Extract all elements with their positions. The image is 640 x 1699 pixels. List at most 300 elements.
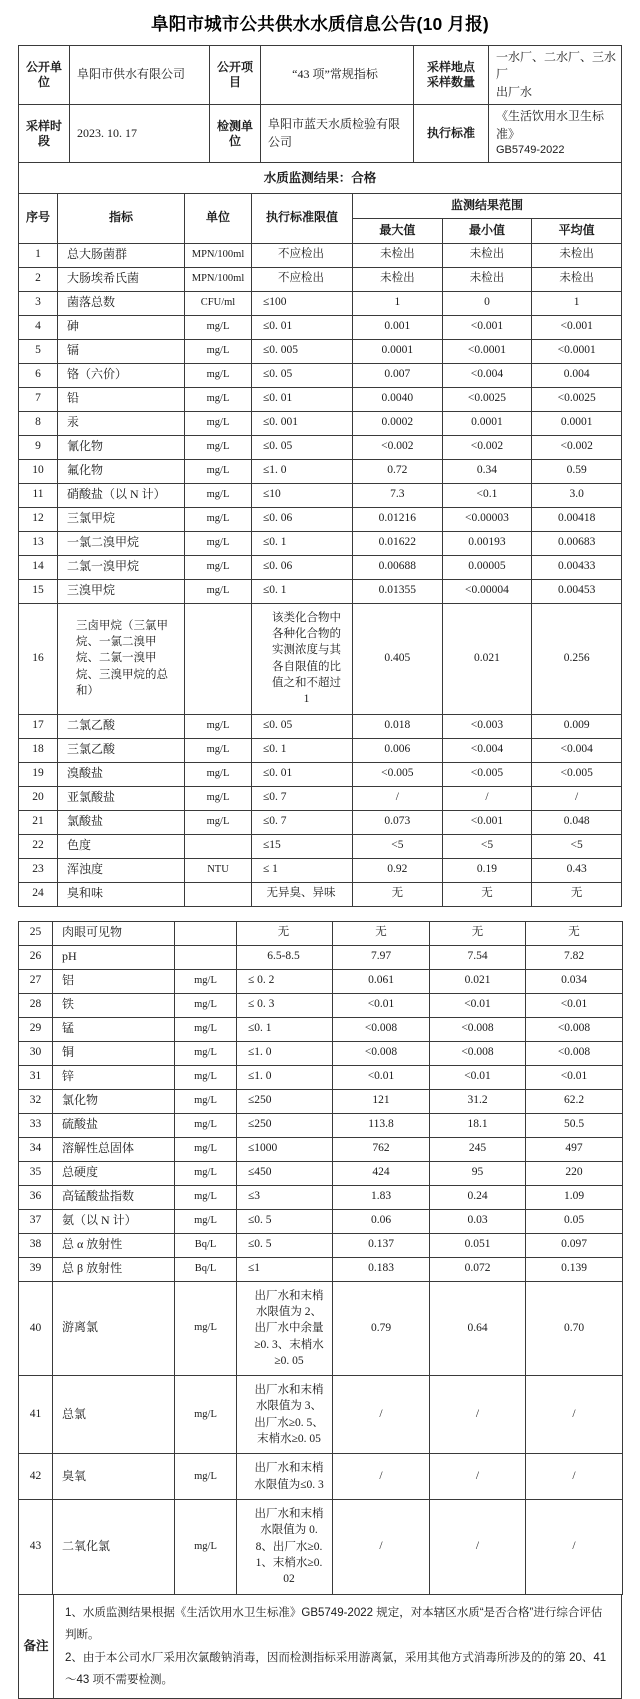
cell-min: 0.00193	[442, 531, 532, 555]
cell-indicator: 二氯一溴甲烷	[58, 555, 185, 579]
cell-unit: mg/L	[185, 555, 252, 579]
cell-max: 0.006	[353, 738, 443, 762]
info-label-sample-period: 采样时段	[19, 105, 70, 163]
cell-no: 14	[19, 555, 58, 579]
cell-avg: 1	[532, 291, 622, 315]
table-row	[19, 1257, 623, 1281]
water-quality-table-part1	[18, 193, 622, 907]
table-row	[19, 339, 622, 363]
cell-indicator: 三氯甲烷	[58, 507, 185, 531]
cell-min: 0.64	[430, 1281, 526, 1376]
cell-no: 31	[19, 1065, 53, 1089]
cell-min: <0.008	[430, 1041, 526, 1065]
cell-min: 未检出	[442, 243, 532, 267]
cell-max: 0.01355	[353, 579, 443, 603]
cell-avg: 3.0	[532, 483, 622, 507]
cell-no: 1	[19, 243, 58, 267]
cell-indicator: 铅	[58, 387, 185, 411]
cell-min: /	[430, 1500, 526, 1595]
cell-indicator: 总 α 放射性	[53, 1233, 175, 1257]
cell-indicator: 铬（六价）	[58, 363, 185, 387]
cell-max: 0.92	[353, 858, 443, 882]
cell-min: <0.1	[442, 483, 532, 507]
cell-no: 38	[19, 1233, 53, 1257]
cell-max: <5	[353, 834, 443, 858]
cell-max: 0.0040	[353, 387, 443, 411]
page-title: 阜阳市城市公共供水水质信息公告(10 月报)	[151, 14, 489, 34]
cell-max: 0.72	[353, 459, 443, 483]
cell-limit	[237, 1376, 333, 1454]
cell-limit	[237, 1500, 333, 1595]
table-row	[19, 531, 622, 555]
cell-avg: /	[526, 1454, 623, 1500]
cell-avg: 50.5	[526, 1113, 623, 1137]
cell-unit: mg/L	[175, 1454, 237, 1500]
table-row	[19, 387, 622, 411]
cell-limit	[237, 1281, 333, 1376]
cell-unit	[175, 921, 237, 945]
cell-min: 18.1	[430, 1113, 526, 1137]
cell-limit: ≤0. 05	[252, 714, 353, 738]
table-row	[19, 810, 622, 834]
cell-indicator: 锰	[53, 1017, 175, 1041]
table-row	[19, 786, 622, 810]
cell-no: 2	[19, 267, 58, 291]
table-row	[19, 738, 622, 762]
cell-min: <0.01	[430, 993, 526, 1017]
cell-no: 4	[19, 315, 58, 339]
header-unit: 单位	[185, 193, 252, 243]
cell-indicator: 总硬度	[53, 1161, 175, 1185]
cell-no: 6	[19, 363, 58, 387]
cell-unit: mg/L	[185, 483, 252, 507]
cell-no: 17	[19, 714, 58, 738]
cell-unit: mg/L	[175, 1089, 237, 1113]
cell-limit: ≤1	[237, 1257, 333, 1281]
cell-limit: ≤0. 005	[252, 339, 353, 363]
cell-indicator: 大肠埃希氏菌	[58, 267, 185, 291]
table-header	[19, 193, 622, 243]
cell-limit	[237, 1454, 333, 1500]
cell-no: 23	[19, 858, 58, 882]
overall-result-row	[19, 162, 622, 193]
info-label-sample-count-line2: 采样数量	[426, 75, 475, 90]
cell-no: 41	[19, 1376, 53, 1454]
cell-indicator: 溴酸盐	[58, 762, 185, 786]
cell-min: <0.002	[442, 435, 532, 459]
cell-unit	[185, 603, 252, 714]
cell-max: 0.79	[333, 1281, 430, 1376]
cell-max: 0.0001	[353, 339, 443, 363]
cell-avg: 0.034	[526, 969, 623, 993]
cell-unit: mg/L	[185, 762, 252, 786]
table-row	[19, 1065, 623, 1089]
table-row	[19, 435, 622, 459]
info-value-sample-site	[489, 46, 622, 105]
cell-limit: ≤1000	[237, 1137, 333, 1161]
cell-max: /	[333, 1454, 430, 1500]
cell-avg: 62.2	[526, 1089, 623, 1113]
cell-max: 0.405	[353, 603, 443, 714]
cell-unit: mg/L	[185, 363, 252, 387]
table-row	[19, 1089, 623, 1113]
cell-avg: 0.0001	[532, 411, 622, 435]
cell-limit: ≤0. 7	[252, 786, 353, 810]
table-row	[19, 603, 622, 714]
cell-indicator: 铝	[53, 969, 175, 993]
table-row	[19, 363, 622, 387]
report-info-table	[18, 45, 622, 194]
cell-min: /	[430, 1376, 526, 1454]
cell-unit: mg/L	[185, 387, 252, 411]
cell-max: 0.007	[353, 363, 443, 387]
cell-no: 18	[19, 738, 58, 762]
cell-indicator: 三氯乙酸	[58, 738, 185, 762]
cell-avg: 0.70	[526, 1281, 623, 1376]
cell-no: 29	[19, 1017, 53, 1041]
cell-limit: ≤0. 06	[252, 507, 353, 531]
cell-max: 无	[333, 921, 430, 945]
cell-indicator: 二氧化氯	[53, 1500, 175, 1595]
info-value-standard-code: GB5749-2022	[496, 143, 565, 156]
info-label-publisher: 公开单位	[19, 46, 70, 105]
table-row	[19, 762, 622, 786]
cell-limit: ≤0. 05	[252, 363, 353, 387]
cell-indicator: 铁	[53, 993, 175, 1017]
cell-min: /	[430, 1454, 526, 1500]
table-row	[19, 1500, 623, 1595]
cell-no: 22	[19, 834, 58, 858]
cell-min: 0.072	[430, 1257, 526, 1281]
table-row	[19, 483, 622, 507]
cell-unit: mg/L	[185, 786, 252, 810]
cell-no: 13	[19, 531, 58, 555]
cell-max: <0.008	[333, 1017, 430, 1041]
cell-avg: /	[526, 1500, 623, 1595]
info-value-standard-name: 《生活饮用水卫生标准》	[496, 109, 605, 141]
cell-indicator: 镉	[58, 339, 185, 363]
info-value-standard	[489, 105, 622, 163]
remarks-row	[19, 1594, 622, 1699]
cell-no: 5	[19, 339, 58, 363]
cell-limit: ≤0. 7	[252, 810, 353, 834]
cell-min: <0.001	[442, 315, 532, 339]
table-row	[19, 291, 622, 315]
cell-unit: MPN/100ml	[185, 267, 252, 291]
header-avg: 平均值	[532, 218, 622, 243]
cell-unit: mg/L	[185, 714, 252, 738]
cell-indicator: 三溴甲烷	[58, 579, 185, 603]
info-value-publisher: 阜阳市供水有限公司	[70, 46, 210, 105]
table-row	[19, 1137, 623, 1161]
cell-avg: 0.00433	[532, 555, 622, 579]
cell-no: 35	[19, 1161, 53, 1185]
overall-result-text: 水质监测结果：合格	[19, 162, 622, 193]
cell-min: /	[442, 786, 532, 810]
cell-avg: 0.43	[532, 858, 622, 882]
cell-limit: ≤0. 1	[237, 1017, 333, 1041]
cell-no: 30	[19, 1041, 53, 1065]
cell-min: <0.00003	[442, 507, 532, 531]
cell-max: 7.97	[333, 945, 430, 969]
table-row	[19, 858, 622, 882]
cell-max: 1	[353, 291, 443, 315]
cell-limit: ≤1. 0	[252, 459, 353, 483]
cell-unit: CFU/ml	[185, 291, 252, 315]
cell-limit: ≤0. 1	[252, 738, 353, 762]
table-row	[19, 579, 622, 603]
cell-min: <0.003	[442, 714, 532, 738]
table-body-part2	[19, 921, 623, 1594]
cell-avg: <0.005	[532, 762, 622, 786]
info-label-sample-site	[414, 46, 489, 105]
cell-avg: <0.01	[526, 1065, 623, 1089]
cell-unit: mg/L	[185, 315, 252, 339]
table-row	[19, 921, 623, 945]
cell-max: 0.00688	[353, 555, 443, 579]
cell-max: 762	[333, 1137, 430, 1161]
cell-no: 7	[19, 387, 58, 411]
cell-avg: <0.008	[526, 1017, 623, 1041]
cell-max: 424	[333, 1161, 430, 1185]
cell-min: 0.00005	[442, 555, 532, 579]
remarks-body	[54, 1594, 622, 1699]
cell-min: 31.2	[430, 1089, 526, 1113]
cell-max: /	[333, 1376, 430, 1454]
table-row	[19, 1185, 623, 1209]
cell-indicator: 硫酸盐	[53, 1113, 175, 1137]
cell-unit: mg/L	[175, 1137, 237, 1161]
table-row	[19, 1209, 623, 1233]
header-row-1	[19, 193, 622, 218]
cell-indicator: 总 β 放射性	[53, 1257, 175, 1281]
table-row	[19, 1281, 623, 1376]
cell-unit: mg/L	[185, 579, 252, 603]
cell-max: /	[353, 786, 443, 810]
cell-limit: 不应检出	[252, 243, 353, 267]
cell-unit: mg/L	[185, 459, 252, 483]
cell-min: <0.01	[430, 1065, 526, 1089]
cell-min: <0.0025	[442, 387, 532, 411]
header-max: 最大值	[353, 218, 443, 243]
cell-indicator: 氯化物	[53, 1089, 175, 1113]
cell-limit: ≤0. 1	[252, 531, 353, 555]
info-value-sample-site-line1: 一水厂、二水厂、三水厂	[496, 50, 617, 82]
cell-avg: 未检出	[532, 243, 622, 267]
cell-unit: Bq/L	[175, 1233, 237, 1257]
table-row	[19, 267, 622, 291]
cell-unit: mg/L	[175, 1161, 237, 1185]
cell-no: 10	[19, 459, 58, 483]
cell-avg: <0.002	[532, 435, 622, 459]
cell-min: <0.00004	[442, 579, 532, 603]
cell-indicator-text: 三卤甲烷（三氯甲烷、一氯二溴甲烷、二氯一溴甲烷、三溴甲烷的总和）	[76, 619, 168, 698]
cell-min: 0.021	[430, 969, 526, 993]
info-row-1	[19, 46, 622, 105]
cell-unit: mg/L	[185, 339, 252, 363]
cell-unit: mg/L	[175, 969, 237, 993]
cell-min: 0.0001	[442, 411, 532, 435]
table-row	[19, 714, 622, 738]
cell-indicator: 二氯乙酸	[58, 714, 185, 738]
table-row	[19, 834, 622, 858]
cell-indicator: 臭氧	[53, 1454, 175, 1500]
cell-no: 8	[19, 411, 58, 435]
cell-min: 0.34	[442, 459, 532, 483]
table-row	[19, 1041, 623, 1065]
cell-unit: mg/L	[175, 1041, 237, 1065]
cell-avg: 0.00418	[532, 507, 622, 531]
cell-min: 7.54	[430, 945, 526, 969]
info-value-project: “43 项”常规指标	[261, 46, 414, 105]
cell-max: 0.061	[333, 969, 430, 993]
cell-avg: 0.59	[532, 459, 622, 483]
cell-min: <5	[442, 834, 532, 858]
cell-unit: mg/L	[175, 1209, 237, 1233]
cell-unit: mg/L	[185, 738, 252, 762]
cell-indicator: 臭和味	[58, 882, 185, 906]
cell-unit: mg/L	[185, 435, 252, 459]
cell-limit	[252, 603, 353, 714]
cell-avg: 0.139	[526, 1257, 623, 1281]
cell-unit: mg/L	[185, 507, 252, 531]
table-row	[19, 882, 622, 906]
table-row	[19, 555, 622, 579]
cell-unit: mg/L	[175, 1376, 237, 1454]
remarks-line-1: 1、水质监测结果根据《生活饮用水卫生标准》GB5749-2022 规定，对本辖区水质“是否合格”进行综合评估判断。	[65, 1606, 603, 1642]
remarks-table	[18, 1594, 622, 1699]
cell-no: 19	[19, 762, 58, 786]
cell-no: 3	[19, 291, 58, 315]
cell-min: 0.19	[442, 858, 532, 882]
cell-max: 0.001	[353, 315, 443, 339]
cell-limit: ≤0. 001	[252, 411, 353, 435]
header-min: 最小值	[442, 218, 532, 243]
cell-indicator: 色度	[58, 834, 185, 858]
cell-indicator: 氰化物	[58, 435, 185, 459]
cell-avg: 无	[532, 882, 622, 906]
cell-max: <0.01	[333, 993, 430, 1017]
cell-max: 121	[333, 1089, 430, 1113]
info-label-testing-unit: 检测单位	[210, 105, 261, 163]
cell-min: <0.0001	[442, 339, 532, 363]
cell-limit: ≤0. 5	[237, 1233, 333, 1257]
cell-unit: mg/L	[175, 1281, 237, 1376]
cell-indicator	[58, 603, 185, 714]
table-row	[19, 1017, 623, 1041]
cell-avg: 0.00453	[532, 579, 622, 603]
header-range-group: 监测结果范围	[353, 193, 622, 218]
cell-no: 15	[19, 579, 58, 603]
cell-no: 27	[19, 969, 53, 993]
cell-limit-text: 出厂水和末梢水限值为≤0. 3	[254, 1462, 324, 1491]
cell-limit: ≤1. 0	[237, 1041, 333, 1065]
remarks-label: 备注	[19, 1594, 54, 1699]
cell-max: <0.005	[353, 762, 443, 786]
cell-limit: ≤0. 1	[252, 579, 353, 603]
water-quality-table-part2	[18, 921, 623, 1595]
cell-no: 34	[19, 1137, 53, 1161]
cell-unit: MPN/100ml	[185, 243, 252, 267]
cell-avg: 1.09	[526, 1185, 623, 1209]
table-row	[19, 945, 623, 969]
cell-min: 0.03	[430, 1209, 526, 1233]
info-row-2	[19, 105, 622, 163]
cell-no: 33	[19, 1113, 53, 1137]
cell-no: 20	[19, 786, 58, 810]
cell-no: 43	[19, 1500, 53, 1595]
cell-max: 未检出	[353, 243, 443, 267]
table-row	[19, 1376, 623, 1454]
info-value-testing-unit: 阜阳市蓝天水质检验有限公司	[261, 105, 414, 163]
table-row	[19, 1161, 623, 1185]
cell-limit: ≤0. 01	[252, 315, 353, 339]
cell-limit: ≤1. 0	[237, 1065, 333, 1089]
cell-limit-text: 出厂水和末梢水限值为 3、出厂水≥0. 5、末梢水≥0. 05	[254, 1384, 324, 1446]
cell-no: 9	[19, 435, 58, 459]
table-row	[19, 507, 622, 531]
cell-min: 无	[442, 882, 532, 906]
cell-no: 40	[19, 1281, 53, 1376]
cell-limit: 不应检出	[252, 267, 353, 291]
cell-avg: 0.009	[532, 714, 622, 738]
cell-max: <0.01	[333, 1065, 430, 1089]
cell-min: 95	[430, 1161, 526, 1185]
cell-limit-text: 出厂水和末梢水限值为 0. 8、出厂水≥0. 1、末梢水≥0. 02	[254, 1508, 324, 1586]
cell-no: 28	[19, 993, 53, 1017]
cell-limit: ≤10	[252, 483, 353, 507]
cell-indicator: 浑浊度	[58, 858, 185, 882]
cell-no: 11	[19, 483, 58, 507]
cell-avg: 0.004	[532, 363, 622, 387]
cell-limit: 无	[237, 921, 333, 945]
cell-max: 0.073	[353, 810, 443, 834]
cell-avg: 未检出	[532, 267, 622, 291]
cell-min: 0.021	[442, 603, 532, 714]
info-value-sample-count-line2: 出厂水	[496, 84, 533, 99]
cell-no: 42	[19, 1454, 53, 1500]
cell-avg: /	[526, 1376, 623, 1454]
cell-no: 12	[19, 507, 58, 531]
cell-indicator: 肉眼可见物	[53, 921, 175, 945]
cell-avg: 497	[526, 1137, 623, 1161]
info-label-project: 公开项目	[210, 46, 261, 105]
cell-limit: ≤ 0. 2	[237, 969, 333, 993]
cell-unit: mg/L	[175, 1017, 237, 1041]
cell-avg: 0.00683	[532, 531, 622, 555]
table-row	[19, 459, 622, 483]
table-row	[19, 243, 622, 267]
cell-limit: ≤0. 5	[237, 1209, 333, 1233]
cell-indicator: 高锰酸盐指数	[53, 1185, 175, 1209]
cell-min: <0.004	[442, 738, 532, 762]
cell-indicator: 氨（以 N 计）	[53, 1209, 175, 1233]
cell-avg: <0.0025	[532, 387, 622, 411]
cell-limit: ≤3	[237, 1185, 333, 1209]
header-no: 序号	[19, 193, 58, 243]
cell-unit: Bq/L	[175, 1257, 237, 1281]
cell-max: 0.183	[333, 1257, 430, 1281]
cell-avg: 0.256	[532, 603, 622, 714]
header-indicator: 指标	[58, 193, 185, 243]
info-label-sample-site-line1: 采样地点	[426, 60, 475, 75]
cell-avg: 7.82	[526, 945, 623, 969]
table-row	[19, 1454, 623, 1500]
cell-max: 0.0002	[353, 411, 443, 435]
cell-indicator: 溶解性总固体	[53, 1137, 175, 1161]
table-row	[19, 315, 622, 339]
cell-limit: ≤0. 01	[252, 387, 353, 411]
